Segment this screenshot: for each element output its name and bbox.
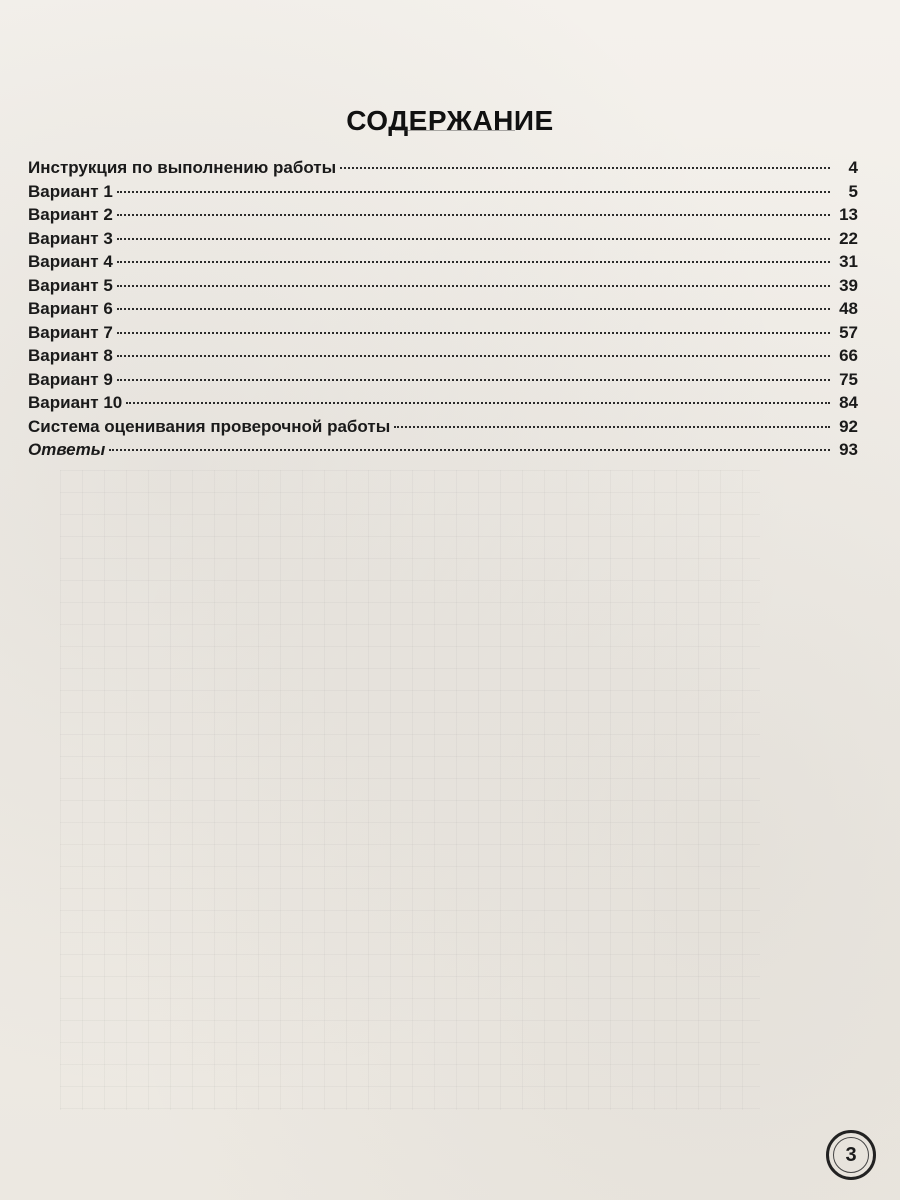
page-number: 3: [845, 1143, 857, 1166]
toc-entry-page: 57: [839, 322, 858, 342]
toc-entry-page: 13: [839, 205, 858, 224]
toc-leader-dots: [117, 355, 830, 357]
toc-entry-label: Вариант 1: [28, 181, 113, 201]
toc-entry-label: Инструкция по выполнению работы: [28, 158, 337, 177]
toc-entry-label: Вариант 3: [28, 228, 113, 248]
toc-leader-dots: [117, 261, 830, 263]
toc-entry-label: Вариант 6: [28, 299, 113, 318]
toc-entry-page: 31: [839, 252, 858, 271]
toc-entry-page: 93: [839, 440, 858, 459]
toc-entry-page: 66: [839, 346, 858, 365]
toc-leader-dots: [117, 214, 830, 216]
toc-entry-label: Вариант 10: [28, 393, 123, 412]
toc-entry[interactable]: [28, 417, 858, 441]
toc-entry[interactable]: [28, 229, 858, 253]
toc-entry-label: Вариант 8: [28, 346, 113, 365]
toc-entry[interactable]: [28, 252, 858, 276]
toc-leader-dots: [394, 426, 830, 428]
toc-entry-page: 75: [839, 369, 858, 389]
toc-leader-dots: [117, 332, 830, 334]
toc-entry[interactable]: [28, 393, 858, 417]
toc-leader-dots: [117, 308, 830, 310]
toc-entry-label: Вариант 2: [28, 205, 113, 224]
toc-entry-page: 84: [839, 393, 858, 412]
bleed-through-grid: [60, 470, 760, 1110]
toc-entry-label: Вариант 9: [28, 369, 113, 389]
toc-entry[interactable]: [28, 205, 858, 229]
toc-entry-page: 22: [839, 228, 858, 248]
toc-entry-label: Система оценивания проверочной работы: [28, 416, 391, 436]
toc-entry-page: 48: [839, 299, 858, 318]
toc-leader-dots: [117, 238, 830, 240]
toc-entry[interactable]: [28, 299, 858, 323]
page-number-badge: [826, 1130, 876, 1180]
toc-entry[interactable]: [28, 323, 858, 347]
toc-leader-dots: [117, 379, 830, 381]
toc-entry[interactable]: [28, 346, 858, 370]
toc-leader-dots: [117, 285, 830, 287]
toc-entry[interactable]: [28, 276, 858, 300]
toc-entry-label: Ответы: [28, 440, 106, 459]
toc-entry[interactable]: [28, 440, 858, 464]
title-underline: [395, 130, 515, 131]
toc-entry-page: 4: [848, 158, 858, 177]
toc-entry-page: 92: [839, 416, 858, 436]
toc-leader-dots: [117, 191, 830, 193]
toc-entry-page: 5: [848, 181, 858, 201]
page-title: СОДЕРЖАНИЕ: [346, 104, 554, 136]
toc-entry-label: Вариант 5: [28, 275, 113, 295]
toc-entry[interactable]: [28, 370, 858, 394]
toc-leader-dots: [126, 402, 830, 404]
toc-entry-label: Вариант 4: [28, 252, 113, 271]
toc-entry[interactable]: [28, 182, 858, 206]
toc-entry-label: Вариант 7: [28, 322, 113, 342]
toc-entry-page: 39: [839, 275, 858, 295]
toc-leader-dots: [340, 167, 830, 169]
table-of-contents: [28, 158, 858, 464]
toc-leader-dots: [109, 449, 830, 451]
toc-entry[interactable]: [28, 158, 858, 182]
